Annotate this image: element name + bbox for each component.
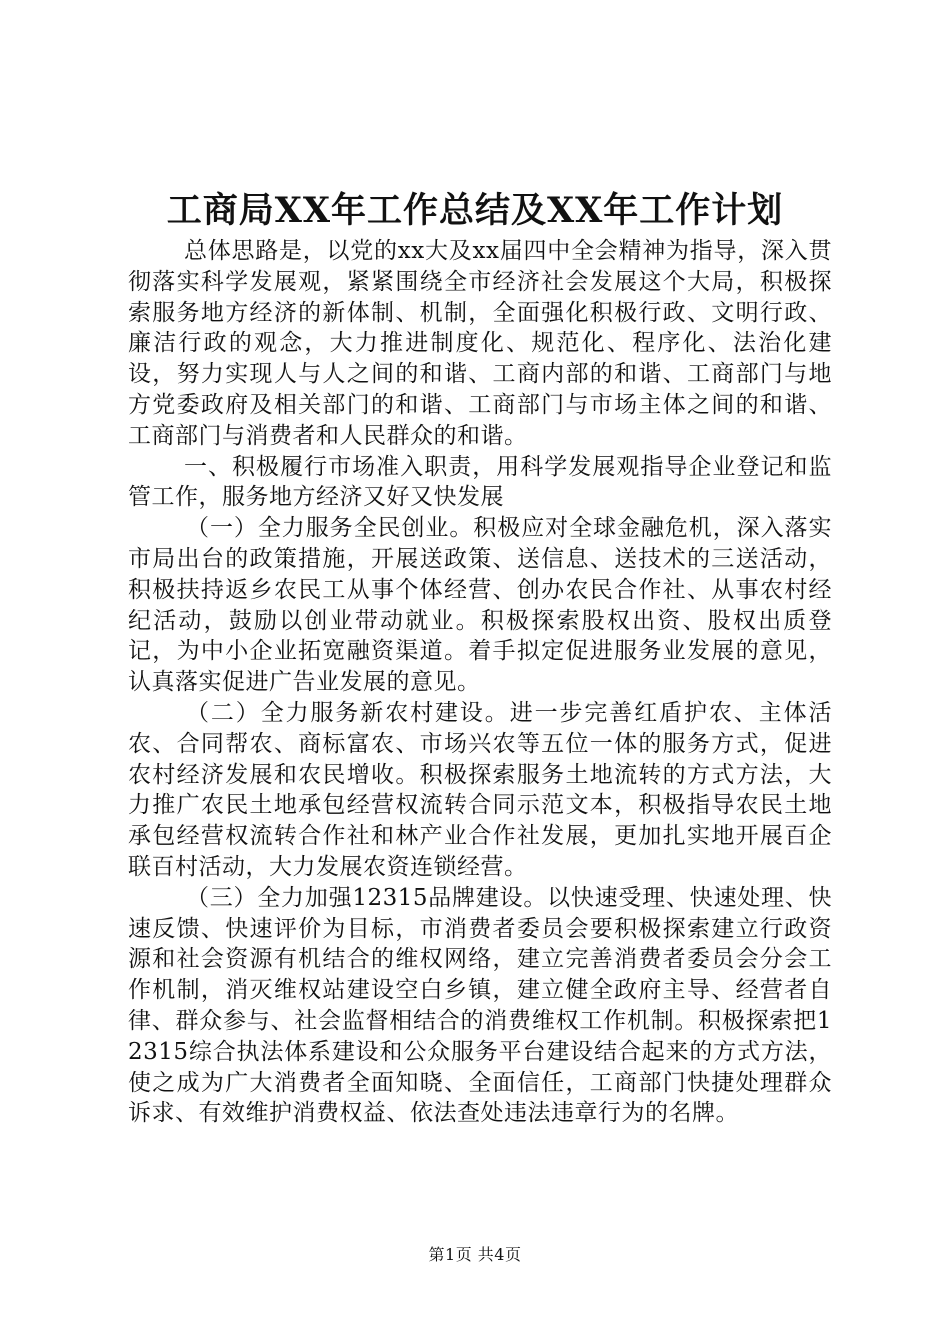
page-number-footer: 第1页 共4页	[428, 1245, 522, 1264]
document-body	[128, 236, 832, 1129]
paragraph-item-3: （三）全力加强12315品牌建设。以快速受理、快速处理、快速反馈、快速评价为目标，市消费者委员会要积极探索建立行政资源和社会资源有机结合的维权网络，建立完善消费者委员会分会工作机制，消灭维权站建设空白乡镇，建立健全政府主导、经营者自律、群众参与、社会监督相结合的消费维权工作机制。积极探索把12315综合执法体系建设和公众服务平台建设结合起来的方式方法，使之成为广大消费者全面知晓、全面信任，工商部门快捷处理群众诉求、有效维护消费权益、依法查处违法违章行为的名牌。	[128, 884, 832, 1127]
paragraph-section-1-heading: 一、积极履行市场准入职责，用科学发展观指导企业登记和监管工作，服务地方经济又好又快发展	[128, 453, 832, 511]
paragraph-item-2: （二）全力服务新农村建设。进一步完善红盾护农、主体活农、合同帮农、商标富农、市场兴农等五位一体的服务方式，促进农村经济发展和农民增收。积极探索服务土地流转的方式方法，大力推广农民土地承包经营权流转合同示范文本，积极指导农民土地承包经营权流转合作社和林产业合作社发展，更加扎实地开展百企联百村活动，大力发展农资连锁经营。	[128, 699, 832, 880]
document-title: 工商局XX年工作总结及XX年工作计划	[166, 190, 784, 231]
paragraph-overview: 总体思路是，以党的xx大及xx届四中全会精神为指导，深入贯彻落实科学发展观，紧紧围绕全市经济社会发展这个大局，积极探索服务地方经济的新体制、机制，全面强化积极行政、文明行政、廉洁行政的观念，大力推进制度化、规范化、程序化、法治化建设，努力实现人与人之间的和谐、工商内部的和谐、工商部门与地方党委政府及相关部门的和谐、工商部门与市场主体之间的和谐、工商部门与消费者和人民群众的和谐。	[128, 238, 832, 449]
paragraph-item-1: （一）全力服务全民创业。积极应对全球金融危机，深入落实市局出台的政策措施，开展送政策、送信息、送技术的三送活动，积极扶持返乡农民工从事个体经营、创办农民合作社、从事农村经纪活动，鼓励以创业带动就业。积极探索股权出资、股权出质登记，为中小企业拓宽融资渠道。着手拟定促进服务业发展的意见，认真落实促进广告业发展的意见。	[128, 515, 832, 696]
